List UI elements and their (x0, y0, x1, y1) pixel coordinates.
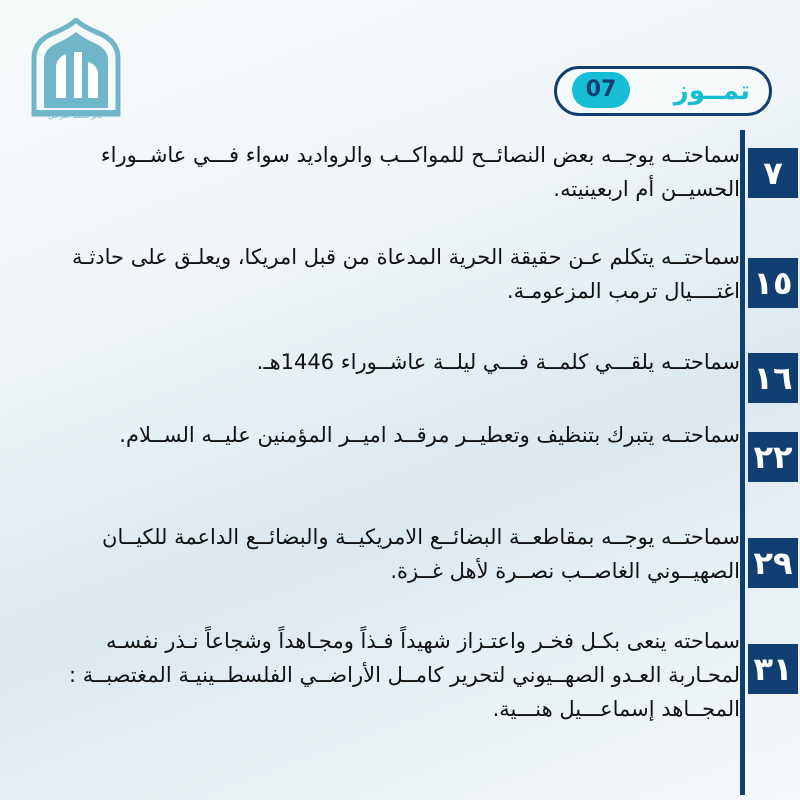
day-badge: ١٦ (748, 353, 798, 403)
list-item (30, 624, 793, 726)
entry-text: سماحتــه يتبرك بتنظيف وتعطيــر مرقــد اميــر المؤمنين عليــه الســلام. (119, 423, 740, 447)
day-badge: ٧ (748, 148, 798, 198)
timeline-line (740, 130, 745, 795)
day-badge: ١٥ (748, 258, 798, 308)
entry-text: سماحتــه يوجــه بعض النصائــح للمواكــب والرواديد سواء فـــي عاشــوراء الحسيــن أم اربعينيته. (100, 143, 740, 201)
entry-text: سماحتــه يلقـــي كلمــة فـــي ليلــة عاشــوراء 1446هـ. (256, 350, 740, 374)
list-item (30, 418, 793, 476)
month-name: تمــوز (673, 76, 750, 106)
list-item (30, 138, 783, 206)
entry-text: سماحتــه يتكلم عـن حقيقة الحرية المدعاة من قبل امريكا، ويعلـق على حادثـة اغتــــيال ترمب المزعومـة. (72, 245, 740, 303)
day-badge: ٢٢ (748, 432, 798, 482)
list-item (30, 240, 793, 308)
entry-text: سماحته ينعى بكـل فخـر واعتـزاز شهيداً فـذاً ومجـاهداً وشجاعاً نـذر نفسـه لمحـاربة العـدو الصهــيوني لتحرير كامــل الأراضــي الفلسطــينيـة المغتصبــة : المجــاهد إسماعـــيل هنـــية. (68, 629, 740, 721)
list-item (30, 345, 793, 397)
day-badge: ٢٩ (748, 538, 798, 588)
month-number-badge: 07 (572, 72, 630, 108)
list-item (30, 520, 793, 588)
day-badge: ٣١ (748, 644, 798, 694)
logo-caption: جائر محمد العراقي (48, 112, 104, 120)
entry-text: سماحتــه يوجــه بمقاطعــة البضائــع الامريكيــة والبضائــع الداعمة للكيــان الصهيــوني الغاصــب نصــرة لأهل غــزة. (102, 525, 740, 583)
